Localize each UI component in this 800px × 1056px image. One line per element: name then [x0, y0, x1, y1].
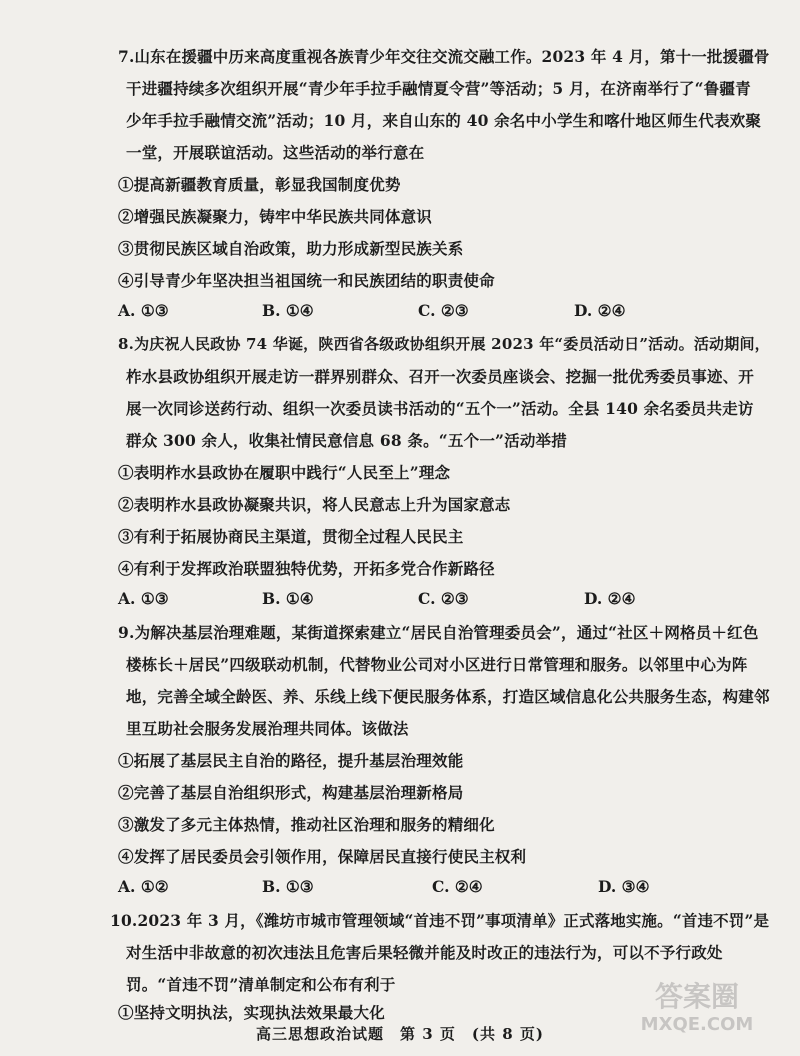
q9-stem-line-2: 楼栋长＋居民”四级联动机制，代替物业公司对小区进行日常管理和服务。以邻里中心为阵 [126, 655, 748, 674]
watermark-bottom-text: MXQE.COM [640, 1014, 754, 1035]
q9-choice-a: A. ①② [118, 877, 169, 896]
q10-stem-line-3: 罚。“首违不罚”清单制定和公布有利于 [126, 975, 396, 994]
q8-option-2: ②表明柞水县政协凝聚共识，将人民意志上升为国家意志 [118, 495, 511, 514]
q10-stem-line-2: 对生活中非故意的初次违法且危害后果轻微并能及时改正的违法行为，可以不予行政处 [126, 943, 723, 962]
q8-option-1: ①表明柞水县政协在履职中践行“人民至上”理念 [118, 463, 451, 482]
q9-stem-line-3: 地，完善全域全龄医、养、乐线上线下便民服务体系，打造区域信息化公共服务生态，构建邻 [126, 687, 770, 706]
watermark-top-text: 答案圈 [654, 980, 740, 1013]
q7-stem-line-4: 一堂，开展联谊活动。这些活动的举行意在 [126, 143, 425, 162]
q7-choice-d: D. ②④ [574, 301, 626, 320]
q9-choice-d: D. ③④ [598, 877, 650, 896]
q7-choice-b: B. ①④ [262, 301, 314, 320]
q7-stem-line-1: 7.山东在援疆中历来高度重视各族青少年交往交流交融工作。2023 年 4 月，第十一批援疆骨 [118, 47, 770, 66]
q8-choice-d: D. ②④ [584, 589, 636, 608]
q9-option-1: ①拓展了基层民主自治的路径，提升基层治理效能 [118, 751, 464, 770]
q10-option-1: ①坚持文明执法，实现执法效果最大化 [118, 1003, 385, 1022]
q8-choice-a: A. ①③ [118, 589, 169, 608]
q7-choice-c: C. ②③ [418, 301, 469, 320]
q7-stem-line-2: 干进疆持续多次组织开展“青少年手拉手融情夏令营”等活动；5 月，在济南举行了“鲁疆青 [126, 79, 751, 98]
q7-option-1: ①提高新疆教育质量，彰显我国制度优势 [118, 175, 401, 194]
q8-stem-line-1: 8.为庆祝人民政协 74 华诞，陕西省各级政协组织开展 2023 年“委员活动日”活动。活动期间， [118, 335, 770, 353]
q8-choice-c: C. ②③ [418, 589, 469, 608]
q9-stem-line-4: 里互助社会服务发展治理共同体。该做法 [126, 719, 409, 738]
page-footer: 高三思想政治试题 第 3 页 (共 8 页) [256, 1025, 544, 1043]
q8-stem-line-3: 展一次同诊送药行动、组织一次委员读书活动的“五个一”活动。全县 140 余名委员共走访 [126, 399, 754, 418]
q9-option-4: ④发挥了居民委员会引领作用，保障居民直接行使民主权利 [118, 847, 527, 866]
q8-stem-line-2: 柞水县政协组织开展走访一群界别群众、召开一次委员座谈会、挖掘一批优秀委员事迹、开 [126, 367, 755, 386]
q8-option-4: ④有利于发挥政治联盟独特优势，开拓多党合作新路径 [118, 559, 495, 578]
q8-choice-b: B. ①④ [262, 589, 314, 608]
q9-choice-b: B. ①③ [262, 877, 314, 896]
q7-option-2: ②增强民族凝聚力，铸牢中华民族共同体意识 [118, 207, 433, 226]
q10-stem-line-1: 10.2023 年 3 月，《潍坊市城市管理领域“首违不罚”事项清单》正式落地实施。“首违不罚”是 [110, 911, 770, 930]
q9-option-2: ②完善了基层自治组织形式，构建基层治理新格局 [118, 783, 464, 802]
watermark-logo-icon [622, 974, 772, 1036]
q9-option-3: ③激发了多元主体热情，推动社区治理和服务的精细化 [118, 815, 495, 834]
q7-option-4: ④引导青少年坚决担当祖国统一和民族团结的职责使命 [118, 271, 495, 290]
q8-option-3: ③有利于拓展协商民主渠道，贯彻全过程人民民主 [118, 527, 464, 546]
q7-choice-a: A. ①③ [118, 301, 169, 320]
q8-stem-line-4: 群众 300 余人，收集社情民意信息 68 条。“五个一”活动举措 [126, 431, 567, 450]
q9-choice-c: C. ②④ [432, 877, 483, 896]
q7-stem-line-3: 少年手拉手融情交流”活动；10 月，来自山东的 40 余名中小学生和喀什地区师生代表欢聚 [126, 111, 762, 130]
q9-stem-line-1: 9.为解决基层治理难题，某街道探索建立“居民自治管理委员会”，通过“社区＋网格员＋红色 [118, 623, 759, 642]
q7-option-3: ③贯彻民族区域自治政策，助力形成新型民族关系 [118, 239, 464, 258]
